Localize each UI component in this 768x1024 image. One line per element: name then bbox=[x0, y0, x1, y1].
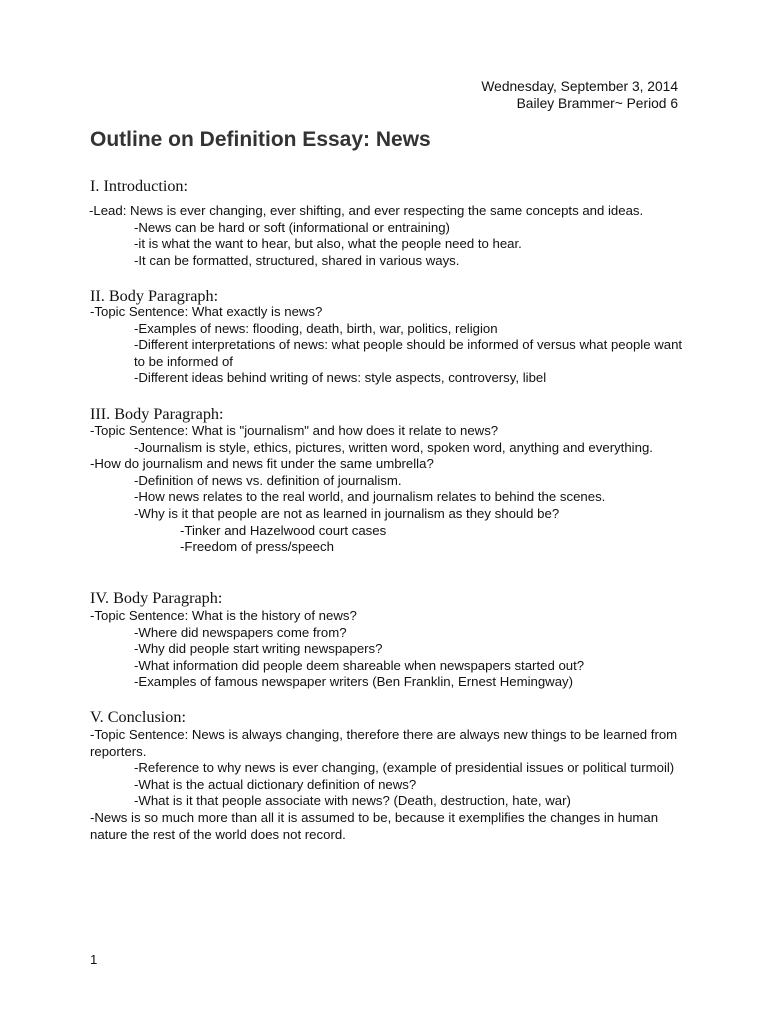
outline-line: -How do journalism and news fit under the same umbrella? bbox=[90, 456, 434, 472]
outline-line: -Tinker and Hazelwood court cases bbox=[180, 522, 387, 538]
section-body-1-lines bbox=[90, 304, 690, 387]
section-introduction-lines bbox=[90, 203, 690, 269]
section-heading-conclusion: V. Conclusion: bbox=[90, 708, 186, 726]
outline-line: -it is what the want to hear, but also, what the people need to hear. bbox=[134, 236, 522, 252]
outline-line: -Definition of news vs. definition of journalism. bbox=[134, 472, 402, 488]
outline-line: -Topic Sentence: What exactly is news? bbox=[90, 304, 323, 319]
outline-line: -What information did people deem shareable when newspapers started out? bbox=[134, 657, 585, 673]
outline-line: -Reference to why news is ever changing, (example of presidential issues or political turmoil) bbox=[134, 760, 675, 776]
section-heading-body-2: III. Body Paragraph: bbox=[90, 405, 224, 423]
section-heading-body-3: IV. Body Paragraph: bbox=[90, 589, 223, 607]
outline-line: -Journalism is style, ethics, pictures, written word, spoken word, anything and everything. bbox=[134, 439, 653, 455]
section-body-3-lines bbox=[90, 608, 690, 691]
outline-line: -What is it that people associate with news? (Death, destruction, hate, war) bbox=[134, 793, 571, 809]
outline-line: -Topic Sentence: What is the history of news? bbox=[90, 608, 357, 623]
outline-line: -Why is it that people are not as learned in journalism as they should be? bbox=[134, 505, 560, 521]
outline-line: -Topic Sentence: What is "journalism" and how does it relate to news? bbox=[90, 423, 499, 438]
outline-line: -What is the actual dictionary definition of news? bbox=[134, 776, 417, 792]
outline-line: -Topic Sentence: News is always changing, therefore there are always new things to be learned from reporters. bbox=[90, 727, 678, 759]
section-heading-introduction: I. Introduction: bbox=[90, 177, 189, 195]
outline-line: -Lead: News is ever changing, ever shifting, and ever respecting the same concepts and ideas. bbox=[89, 203, 644, 218]
outline-line: -Different ideas behind writing of news: style aspects, controversy, libel bbox=[134, 370, 547, 386]
outline-line: -Where did newspapers come from? bbox=[134, 624, 347, 640]
header-block bbox=[481, 78, 678, 112]
outline-line: -Why did people start writing newspapers? bbox=[134, 641, 383, 657]
outline-line: -Examples of famous newspaper writers (Ben Franklin, Ernest Hemingway) bbox=[134, 674, 574, 690]
outline-line: -News is so much more than all it is assumed to be, because it exemplifies the changes in human nature the rest of the world does not record. bbox=[90, 809, 659, 842]
header-author: Bailey Brammer~ Period 6 bbox=[516, 96, 678, 111]
outline-line: -News can be hard or soft (informational or entraining) bbox=[134, 219, 450, 235]
outline-line: -Freedom of press/speech bbox=[180, 539, 334, 555]
outline-line: -It can be formatted, structured, shared in various ways. bbox=[134, 252, 460, 268]
outline-line: -How news relates to the real world, and journalism relates to behind the scenes. bbox=[134, 489, 606, 505]
outline-line: -Examples of news: flooding, death, birth, war, politics, religion bbox=[134, 320, 498, 336]
page-number: 1 bbox=[90, 952, 98, 967]
section-conclusion-lines bbox=[90, 727, 690, 843]
outline-line: -Different interpretations of news: what people should be informed of versus what people want to be informed of bbox=[134, 337, 683, 369]
section-body-2-lines bbox=[90, 423, 690, 556]
section-heading-body-1: II. Body Paragraph: bbox=[90, 287, 219, 305]
document-title: Outline on Definition Essay: News bbox=[90, 128, 431, 151]
header-date: Wednesday, September 3, 2014 bbox=[481, 79, 678, 94]
